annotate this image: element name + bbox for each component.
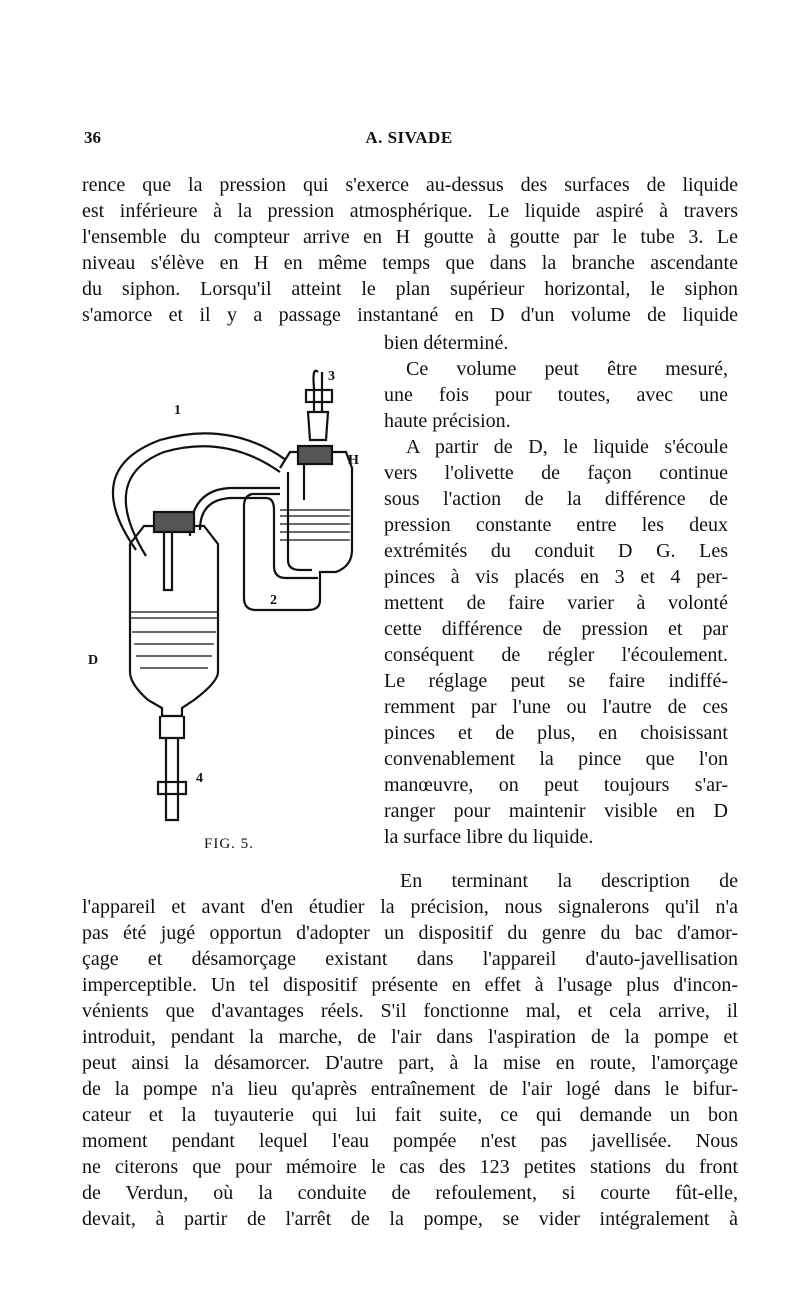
text-line: rence que la pression qui s'exerce au-dessus des surfaces de liquide <box>82 174 738 196</box>
text-line: çage et désamorçage existant dans l'appareil d'auto-javellisation <box>82 948 738 970</box>
text-line: En terminant la description de <box>400 870 738 892</box>
text-line: une fois pour toutes, avec une <box>384 384 728 406</box>
clamp-3 <box>306 390 332 402</box>
text-line: s'amorce et il y a passage instantané en D d'un volume de liquide <box>82 304 738 326</box>
text-line: haute précision. <box>384 410 511 432</box>
text-line: remment par l'une ou l'autre de ces <box>384 696 728 718</box>
funnel-h <box>308 412 328 440</box>
label-vessel-d: D <box>88 653 99 668</box>
text-line: mettent de faire varier à volonté <box>384 592 728 614</box>
text-line: vers l'olivette de façon continue <box>384 462 728 484</box>
text-line: ne citerons que pour mémoire le cas des 123 petites stations du front <box>82 1156 738 1178</box>
text-line: cateur et la tuyauterie qui lui fait suite, ce qui demande un bon <box>82 1104 738 1126</box>
figure-caption: FIG. 5. <box>204 836 254 852</box>
text-line: A partir de D, le liquide s'écoule <box>406 436 728 458</box>
clamp-4 <box>158 782 186 794</box>
text-line: de Verdun, où la conduite de refoulement, si courte fût-elle, <box>82 1182 738 1204</box>
label-clamp-4: 4 <box>196 771 203 786</box>
text-line: vénients que d'avantages réels. S'il fonctionne mal, et cela arrive, il <box>82 1000 738 1022</box>
text-line: bien déterminé. <box>384 332 509 354</box>
page-header <box>84 128 734 154</box>
running-head-author: A. SIVADE <box>365 128 453 147</box>
text-line: cette différence de pression et par <box>384 618 728 640</box>
text-line: ranger pour maintenir visible en D <box>384 800 728 822</box>
outlet-bulb <box>160 716 184 738</box>
tube-3 <box>314 371 323 412</box>
label-tube-3: 3 <box>328 369 335 384</box>
vessel-h-inner <box>288 472 312 570</box>
text-line: la surface libre du liquide. <box>384 826 594 848</box>
stopper-d <box>154 512 194 532</box>
page-number: 36 <box>84 128 101 147</box>
text-line: devait, à partir de l'arrêt de la pompe, se vider intégralement à <box>82 1208 738 1230</box>
text-line: niveau s'élève en H en même temps que dans la branche ascendante <box>82 252 738 274</box>
text-line: peut ainsi la désamorcer. D'autre part, à la mise en route, l'amorçage <box>82 1052 738 1074</box>
text-line: du siphon. Lorsqu'il atteint le plan supérieur horizontal, le siphon <box>82 278 738 300</box>
label-vessel-h: H <box>348 453 359 468</box>
tube-4 <box>166 738 178 820</box>
text-line: convenablement la pince que l'on <box>384 748 728 770</box>
text-line: sous l'action de la différence de <box>384 488 728 510</box>
text-line: manœuvre, on peut toujours s'ar- <box>384 774 728 796</box>
text-line: de la pompe n'a lieu qu'après entraînement de l'air logé dans le bifur- <box>82 1078 738 1100</box>
label-tube-2: 2 <box>270 593 277 608</box>
siphon-apparatus-figure <box>90 360 370 830</box>
text-line: pression constante entre les deux <box>384 514 728 536</box>
text-line: est inférieure à la pression atmosphérique. Le liquide aspiré à travers <box>82 200 738 222</box>
vessel-h <box>244 452 352 610</box>
text-line: Le réglage peut se faire indiffé- <box>384 670 728 692</box>
text-line: introduit, pendant la marche, de l'air dans l'aspiration de la pompe et <box>82 1026 738 1048</box>
text-line: pinces à vis placés en 3 et 4 per- <box>384 566 728 588</box>
text-line: l'ensemble du compteur arrive en H goutte à goutte par le tube 3. Le <box>82 226 738 248</box>
text-line: imperceptible. Un tel dispositif présente en effet à l'usage plus d'incon- <box>82 974 738 996</box>
text-line: pinces et de plus, en choisissant <box>384 722 728 744</box>
text-line: extrémités du conduit D G. Les <box>384 540 728 562</box>
label-tube-1: 1 <box>174 403 181 418</box>
text-line: Ce volume peut être mesuré, <box>406 358 728 380</box>
text-line: l'appareil et avant d'en étudier la précision, nous signalerons qu'il n'a <box>82 896 738 918</box>
stopper-h <box>298 446 332 464</box>
text-line: conséquent de régler l'écoulement. <box>384 644 728 666</box>
text-line: pas été jugé opportun d'adopter un dispositif du genre du bac d'amor- <box>82 922 738 944</box>
text-line: moment pendant lequel l'eau pompée n'est pas javellisée. Nous <box>82 1130 738 1152</box>
vessel-d <box>130 526 218 716</box>
